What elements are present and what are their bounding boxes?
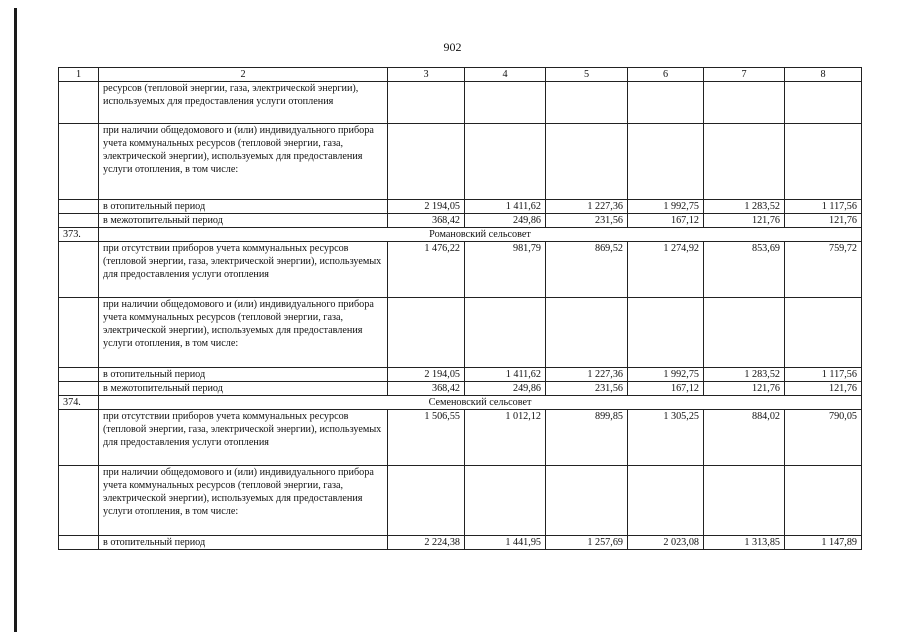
column-header: 4 — [465, 68, 546, 82]
value-cell: 1 506,55 — [388, 410, 465, 466]
row-description: при наличии общедомового и (или) индивидуального прибора учета коммунальных ресурсов (тепловой энергии, газа, электрической энергии), используемых для предоставления услуги отопления, в том числе: — [99, 466, 388, 536]
value-cell: 1 117,56 — [785, 200, 862, 214]
value-cell: 1 992,75 — [628, 368, 704, 382]
value-cell: 869,52 — [546, 242, 628, 298]
page-number: 902 — [443, 40, 462, 54]
value-cell: 2 194,05 — [388, 368, 465, 382]
value-cell: 249,86 — [465, 214, 546, 228]
value-cell: 1 305,25 — [628, 410, 704, 466]
row-description: при наличии общедомового и (или) индивидуального прибора учета коммунальных ресурсов (тепловой энергии, газа, электрической энергии), используемых для предоставления услуги отопления, в том числе: — [99, 124, 388, 200]
value-cell: 2 224,38 — [388, 536, 465, 550]
value-cell: 1 283,52 — [704, 200, 785, 214]
value-cell: 1 313,85 — [704, 536, 785, 550]
column-header: 5 — [546, 68, 628, 82]
column-header: 7 — [704, 68, 785, 82]
table-row — [59, 124, 862, 200]
value-cell: 121,76 — [785, 382, 862, 396]
column-header: 8 — [785, 68, 862, 82]
binding-line — [14, 8, 17, 632]
value-cell: 121,76 — [704, 214, 785, 228]
tariff-table — [58, 67, 862, 550]
column-header: 6 — [628, 68, 704, 82]
row-description: при наличии общедомового и (или) индивидуального прибора учета коммунальных ресурсов (тепловой энергии, газа, электрической энергии), используемых для предоставления услуги отопления, в том числе: — [99, 298, 388, 368]
row-description: в межотопительный период — [99, 382, 388, 396]
section-number: 374. — [59, 396, 99, 410]
value-cell: 1 411,62 — [465, 200, 546, 214]
value-cell: 981,79 — [465, 242, 546, 298]
value-cell: 1 117,56 — [785, 368, 862, 382]
value-cell: 368,42 — [388, 382, 465, 396]
table-row — [59, 200, 862, 214]
row-description: в отопительный период — [99, 368, 388, 382]
value-cell: 759,72 — [785, 242, 862, 298]
table-row — [59, 242, 862, 298]
value-cell: 1 411,62 — [465, 368, 546, 382]
value-cell: 231,56 — [546, 382, 628, 396]
table-row — [59, 368, 862, 382]
value-cell: 1 992,75 — [628, 200, 704, 214]
value-cell: 1 441,95 — [465, 536, 546, 550]
value-cell: 1 147,89 — [785, 536, 862, 550]
value-cell: 121,76 — [785, 214, 862, 228]
value-cell: 2 194,05 — [388, 200, 465, 214]
section-title: Романовский сельсовет — [99, 228, 862, 242]
table-row — [59, 82, 862, 124]
value-cell: 899,85 — [546, 410, 628, 466]
value-cell: 368,42 — [388, 214, 465, 228]
row-description: в межотопительный период — [99, 214, 388, 228]
table-row — [59, 466, 862, 536]
section-title: Семеновский сельсовет — [99, 396, 862, 410]
value-cell: 1 476,22 — [388, 242, 465, 298]
table-row — [59, 410, 862, 466]
value-cell: 121,76 — [704, 382, 785, 396]
value-cell: 167,12 — [628, 214, 704, 228]
table-row — [59, 298, 862, 368]
value-cell: 790,05 — [785, 410, 862, 466]
column-header: 3 — [388, 68, 465, 82]
value-cell: 853,69 — [704, 242, 785, 298]
table-row — [59, 382, 862, 396]
value-cell: 1 227,36 — [546, 200, 628, 214]
row-description: в отопительный период — [99, 200, 388, 214]
section-header-row — [59, 396, 862, 410]
value-cell: 2 023,08 — [628, 536, 704, 550]
value-cell: 1 227,36 — [546, 368, 628, 382]
row-description: в отопительный период — [99, 536, 388, 550]
column-header: 2 — [99, 68, 388, 82]
value-cell: 1 274,92 — [628, 242, 704, 298]
row-description: при отсутствии приборов учета коммунальных ресурсов (тепловой энергии, газа, электрической энергии), используемых для предоставления услуги отопления — [99, 410, 388, 466]
section-number: 373. — [59, 228, 99, 242]
value-cell: 1 012,12 — [465, 410, 546, 466]
table-row — [59, 214, 862, 228]
section-header-row — [59, 228, 862, 242]
row-description: при отсутствии приборов учета коммунальных ресурсов (тепловой энергии, газа, электрической энергии), используемых для предоставления услуги отопления — [99, 242, 388, 298]
value-cell: 1 283,52 — [704, 368, 785, 382]
value-cell: 1 257,69 — [546, 536, 628, 550]
value-cell: 231,56 — [546, 214, 628, 228]
row-description: ресурсов (тепловой энергии, газа, электрической энергии), используемых для предоставления услуги отопления — [99, 82, 388, 124]
value-cell: 884,02 — [704, 410, 785, 466]
value-cell: 167,12 — [628, 382, 704, 396]
column-number-row — [59, 68, 862, 82]
table-row — [59, 536, 862, 550]
value-cell: 249,86 — [465, 382, 546, 396]
column-header: 1 — [59, 68, 99, 82]
